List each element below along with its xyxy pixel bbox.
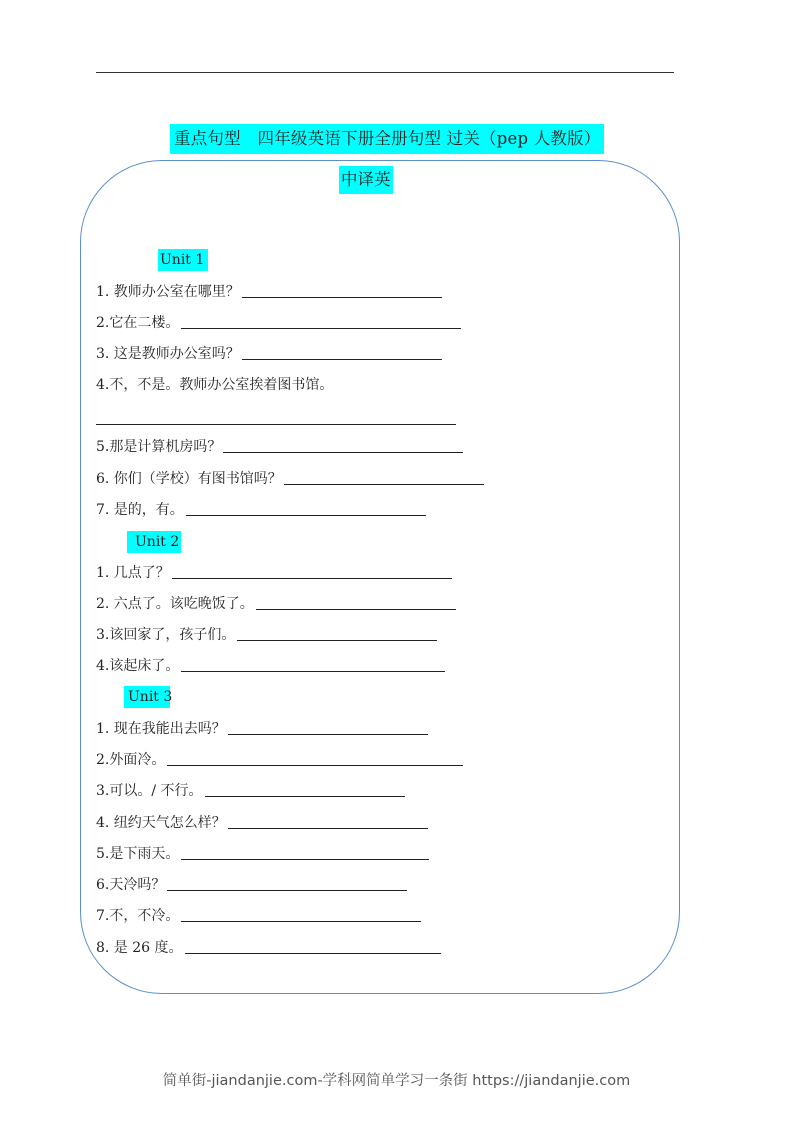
question-row: [96, 718, 428, 740]
question-text: 8. 是 26 度。: [96, 940, 183, 956]
unit-3-label: Unit 3: [124, 686, 170, 708]
answer-blank[interactable]: [181, 921, 421, 922]
question-text: 1. 现在我能出去吗？: [96, 721, 226, 737]
question-row: [96, 562, 452, 584]
question-row: [96, 905, 421, 927]
question-row: [96, 499, 426, 521]
answer-blank[interactable]: [228, 828, 428, 829]
answer-blank[interactable]: [256, 609, 456, 610]
worksheet-title: 重点句型 四年级英语下册全册句型 过关（pep 人教版）: [170, 124, 604, 154]
question-row: [96, 436, 463, 458]
top-rule: [96, 72, 674, 73]
unit-2-label: Unit 2: [127, 531, 181, 553]
question-row: [96, 281, 442, 303]
question-text: 2.它在二楼。: [96, 315, 180, 331]
question-row: [96, 624, 437, 646]
question-row: [96, 812, 428, 834]
question-text: 1. 教师办公室在哪里？: [96, 284, 240, 300]
question-text: 3.该回家了，孩子们。: [96, 627, 236, 643]
question-text: 7.不，不冷。: [96, 908, 180, 924]
answer-blank[interactable]: [242, 297, 442, 298]
answer-blank[interactable]: [167, 890, 407, 891]
question-text: 2. 六点了。该吃晚饭了。: [96, 596, 254, 612]
answer-blank[interactable]: [185, 953, 441, 954]
question-row: [96, 312, 461, 334]
answer-blank[interactable]: [284, 484, 484, 485]
question-row: [96, 937, 441, 959]
question-text: 3. 这是教师办公室吗？: [96, 346, 240, 362]
answer-blank[interactable]: [228, 734, 428, 735]
question-text: 7. 是的，有。: [96, 502, 184, 518]
answer-blank[interactable]: [96, 424, 456, 425]
answer-blank[interactable]: [181, 859, 429, 860]
question-text: 4. 纽约天气怎么样？: [96, 815, 226, 831]
question-text: 2.外面冷。: [96, 752, 166, 768]
question-row: [96, 343, 442, 365]
question-row: [96, 374, 333, 396]
footer-watermark: 简单街-jiandanjie.com-学科网简单学习一条街 https://jiandanjie.com: [162, 1073, 631, 1089]
question-row: [96, 843, 429, 865]
answer-blank[interactable]: [181, 328, 461, 329]
question-row: [96, 655, 445, 677]
answer-blank[interactable]: [172, 578, 452, 579]
answer-blank[interactable]: [186, 515, 426, 516]
answer-blank[interactable]: [181, 671, 445, 672]
answer-blank[interactable]: [167, 765, 463, 766]
question-text: 6. 你们（学校）有图书馆吗？: [96, 471, 282, 487]
answer-blank[interactable]: [237, 640, 437, 641]
question-row: [96, 780, 405, 802]
question-text: 4.不，不是。教师办公室挨着图书馆。: [96, 377, 334, 393]
answer-blank[interactable]: [205, 796, 405, 797]
question-text: 6.天冷吗？: [96, 877, 166, 893]
question-text: 3.可以。/ 不行。: [96, 783, 203, 799]
unit-1-label: Unit 1: [158, 249, 208, 271]
question-row: [96, 468, 484, 490]
question-text: 5.那是计算机房吗？: [96, 439, 222, 455]
worksheet-subtitle: 中译英: [339, 166, 393, 194]
answer-blank[interactable]: [242, 359, 442, 360]
question-text: 5.是下雨天。: [96, 846, 180, 862]
answer-blank[interactable]: [223, 452, 463, 453]
question-row: [96, 749, 463, 771]
question-text: 4.该起床了。: [96, 658, 180, 674]
question-row: [96, 593, 456, 615]
question-text: 1. 几点了？: [96, 565, 170, 581]
question-row: [96, 874, 407, 896]
